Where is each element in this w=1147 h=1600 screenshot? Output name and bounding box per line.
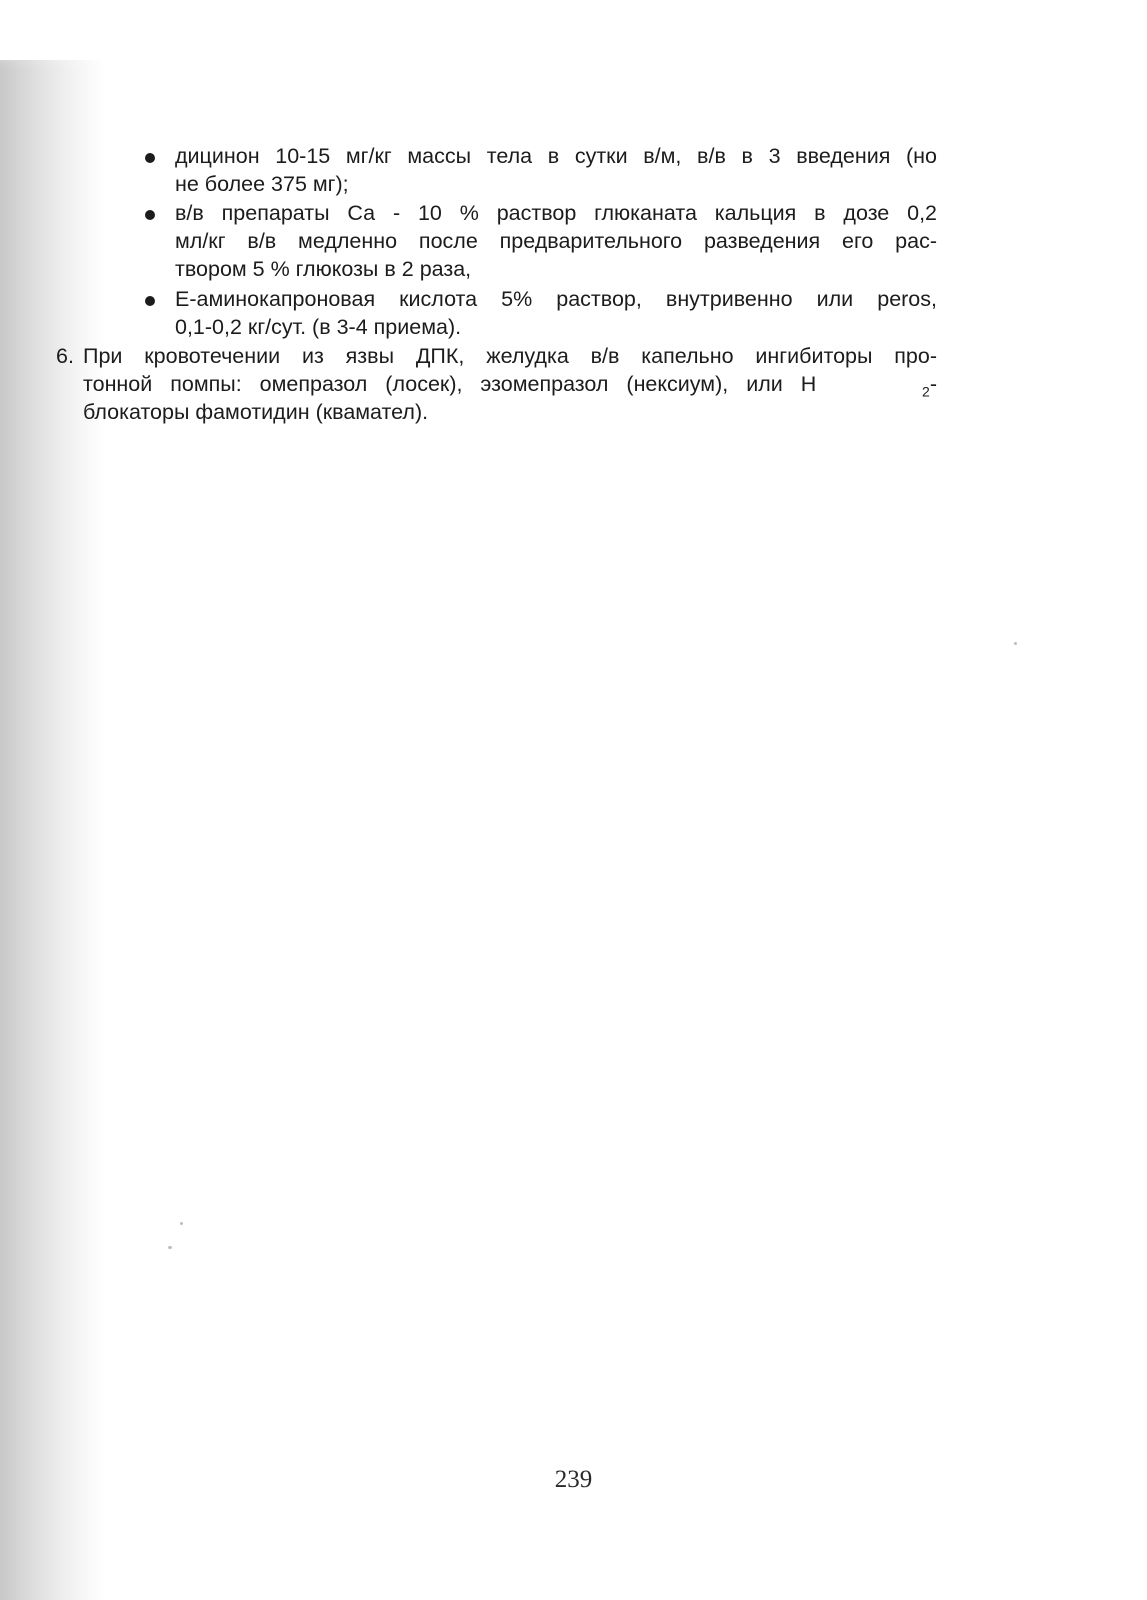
scan-speck bbox=[1014, 642, 1017, 645]
item-line-text: тонной помпы: омепразол (лосек), эзомепразол (нексиум), или Н bbox=[83, 372, 817, 396]
bullet-line: 0,1-0,2 кг/сут. (в 3-4 приема). bbox=[175, 315, 462, 339]
bullet-line: Е-аминокапроновая кислота 5% раствор, внутривенно или peros, bbox=[175, 287, 937, 311]
bullet-marker bbox=[145, 210, 155, 220]
item-line bbox=[83, 370, 937, 398]
scan-speck bbox=[168, 1246, 172, 1249]
bullet-line: твором 5 % глюкозы в 2 раза, bbox=[175, 257, 472, 281]
bullet-line: дицинон 10-15 мг/кг массы тела в сутки в/м, в/в в 3 введения (но bbox=[175, 144, 937, 168]
hyphen: - bbox=[929, 372, 937, 396]
scan-speck bbox=[180, 1222, 183, 1225]
bullet-marker bbox=[145, 296, 155, 306]
bullet-marker bbox=[145, 153, 155, 163]
subscript-suffix bbox=[922, 370, 937, 398]
subscript: 2 bbox=[922, 383, 930, 400]
page-number: 239 bbox=[554, 1466, 593, 1493]
bullet-line: в/в препараты Са - 10 % раствор глюканата кальция в дозе 0,2 bbox=[175, 201, 937, 225]
bullet-line: не более 375 мг); bbox=[175, 172, 349, 196]
item-line: блокаторы фамотидин (квамател). bbox=[83, 400, 429, 424]
bullet-line: мл/кг в/в медленно после предварительного разведения его рас- bbox=[175, 229, 937, 253]
item-number: 6. bbox=[56, 344, 74, 368]
item-line: При кровотечении из язвы ДПК, желудка в/в капельно ингибиторы про- bbox=[83, 344, 937, 368]
item-line-words bbox=[83, 370, 922, 398]
